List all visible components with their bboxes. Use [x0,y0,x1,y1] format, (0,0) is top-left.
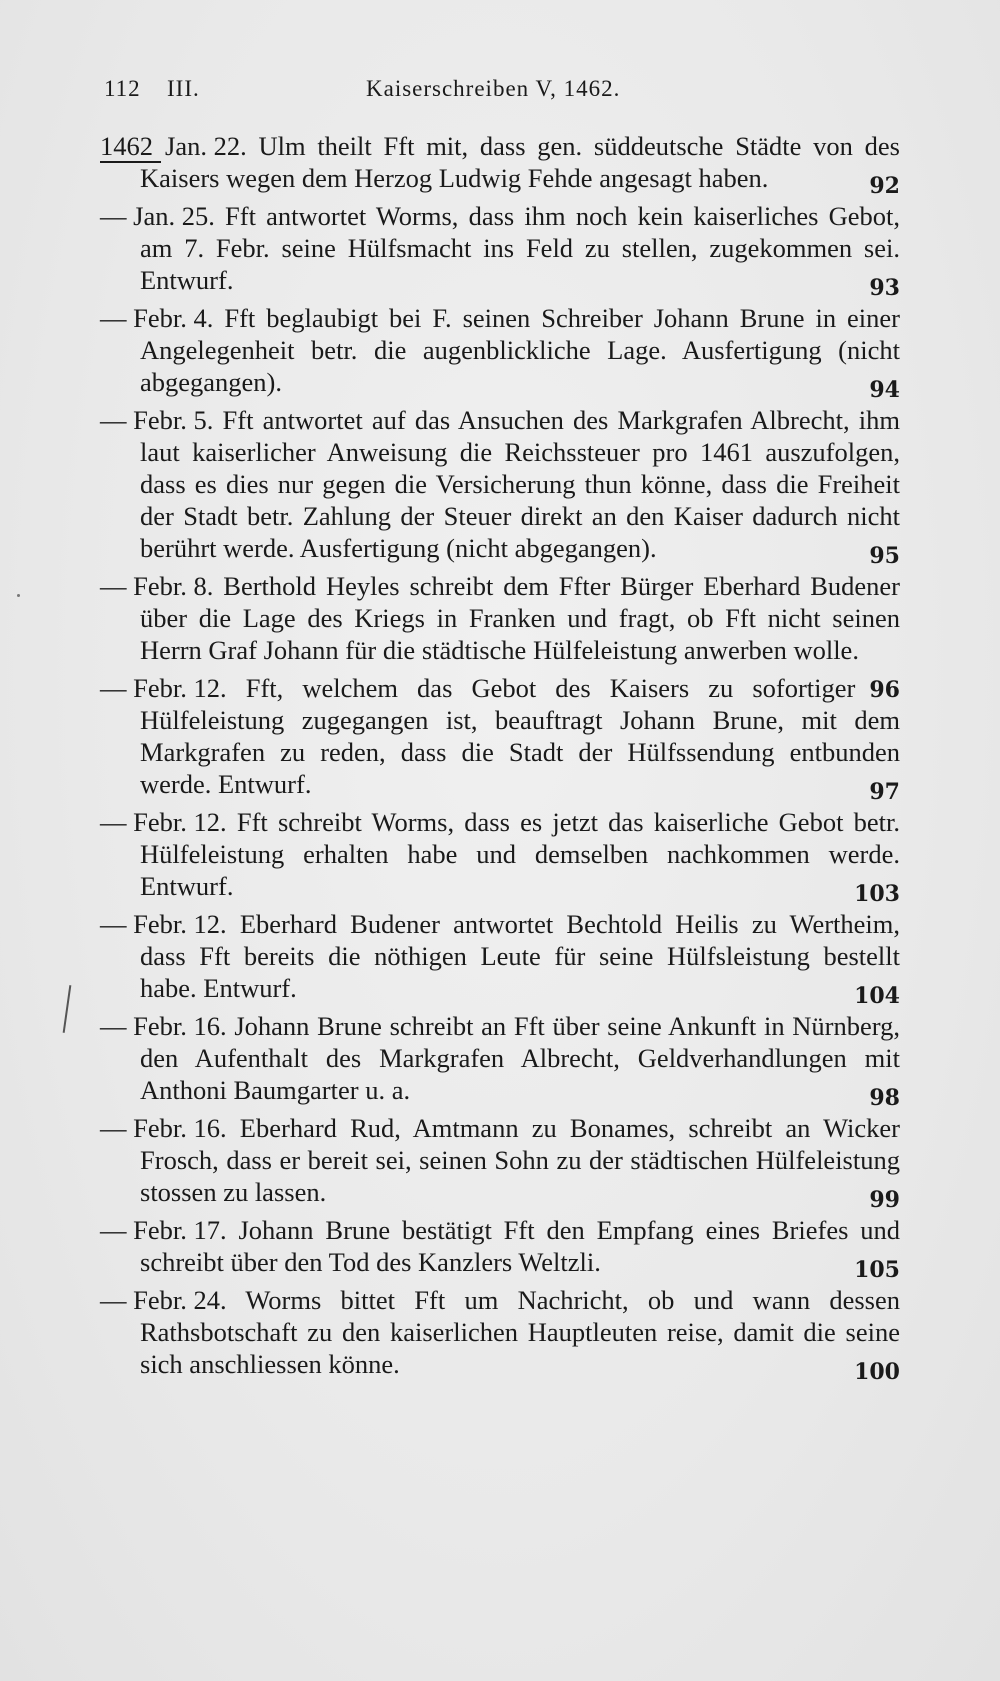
entry-text: Fft beglaubigt bei F. seinen Schreiber Johann Brune in einer Angelegenheit betr. die augenblickliche Lage. Ausfertigung (nicht abgegangen). [140,303,900,397]
entry-list [100,130,900,1386]
entry-text: Worms bittet Fft um Nachricht, ob und wann dessen Rathsbotschaft zu den kaiserlichen Hauptleuten reise, damit die seine sich anschliessen könne. [140,1285,900,1379]
page-header [104,76,904,116]
regest-entry [100,1112,901,1213]
entry-lead [100,130,247,162]
part-number: III. [167,76,200,101]
regest-entry [100,1284,900,1385]
entry-year: 1462 [100,131,161,163]
regest-entry [100,200,900,301]
entry-number: 104 [854,983,900,1009]
entry-text: Eberhard Rud, Amtmann zu Bonames, schreibt an Wicker Frosch, dass er bereit sei, seinen Sohn zu der städtischen Hülfeleistung stossen zu lassen. [140,1113,901,1207]
entry-number: 105 [854,1257,900,1283]
entry-text: Fft, welchem das Gebot des Kaisers zu sofortiger Hülfeleistung zugegangen ist, beauftragt Johann Brune, mit dem Markgrafen zu reden, dass die Stadt der Hülfssendung entbunden werde. Entwurf. [140,673,900,799]
entry-date: — Jan. 25. [100,201,215,231]
entry-text: Ulm theilt Fft mit, dass gen. süddeutsche Städte von des Kaisers wegen dem Herzog Ludwig Fehde angesagt haben. [140,131,900,193]
regest-entry [100,130,900,199]
entry-number: 98 [869,1085,900,1111]
page-number: 112 [104,76,141,101]
regest-entry [100,1214,901,1283]
entry-date: — Febr. 8. [100,571,214,601]
entry-date: — Febr. 16. [100,1011,227,1041]
entry-text: Johann Brune schreibt an Fft über seine Ankunft in Nürnberg, den Aufenthalt des Markgrafen Albrecht, Geldverhandlungen mit Anthoni Baumgarter u. a. [140,1011,900,1105]
entry-date: — Febr. 24. [100,1285,227,1315]
entry-number: 100 [854,1359,900,1385]
regest-entry [100,1010,900,1111]
entry-date: — Febr. 12. [100,673,227,703]
margin-speck [17,594,20,597]
entry-number: 97 [869,779,900,805]
entry-text: Eberhard Budener antwortet Bechtold Heilis zu Wertheim, dass Fft bereits die nöthigen Leute für seine Hülfsleistung bestellt habe. Entwurf. [140,909,901,1003]
entry-number: 96 [869,677,900,703]
entry-text: Berthold Heyles schreibt dem Ffter Bürger Eberhard Budener über die Lage des Kriegs in Franken und fragt, ob Fft nicht seinen Herrn Graf Johann für die städtische Hülfeleistung anwerben wolle. [140,571,901,665]
entry-number: 92 [869,173,900,199]
entry-text: Fft schreibt Worms, dass es jetzt das kaiserliche Gebot betr. Hülfeleistung erhalten habe und demselben nachkommen werde. Entwurf. [140,807,900,901]
entry-number: 99 [869,1187,900,1213]
regest-entry [100,302,900,403]
entry-text: Fft antwortet auf das Ansuchen des Markgrafen Albrecht, ihm laut kaiserlicher Anweisung die Reichssteuer pro 1461 auszufolgen, dass es dies nur gegen die Versicherung thun könne, dass die Freiheit der Stadt betr. Zahlung der Steuer direkt an den Kaiser dadurch nicht berührt werde. Ausfertigung (nicht abgegangen). [140,405,901,563]
entry-number: 103 [854,881,900,907]
entry-date: — Febr. 12. [100,807,227,837]
entry-text: Johann Brune bestätigt Fft den Empfang eines Briefes und schreibt über den Tod des Kanzlers Weltzli. [140,1215,901,1277]
entry-date: Jan. 22. [165,131,247,161]
regest-entry [100,908,901,1009]
entry-date: — Febr. 16. [100,1113,227,1143]
running-title: Kaiserschreiben V, 1462. [366,76,621,101]
entry-date: — Febr. 4. [100,303,214,333]
entry-date: — Febr. 12. [100,909,227,939]
entry-date: — Febr. 17. [100,1215,227,1245]
regest-entry [100,672,900,805]
entry-number: 93 [869,275,900,301]
regest-entry [100,806,900,907]
entry-number: 94 [869,377,900,403]
entry-number: 95 [869,543,900,569]
margin-pencil-mark [63,985,72,1033]
regest-entry [100,404,901,569]
entry-date: — Febr. 5. [100,405,214,435]
entry-text: Fft antwortet Worms, dass ihm noch kein kaiserliches Gebot, am 7. Febr. seine Hülfsmacht ins Feld zu stellen, zugekommen sei. Entwurf. [140,201,900,295]
